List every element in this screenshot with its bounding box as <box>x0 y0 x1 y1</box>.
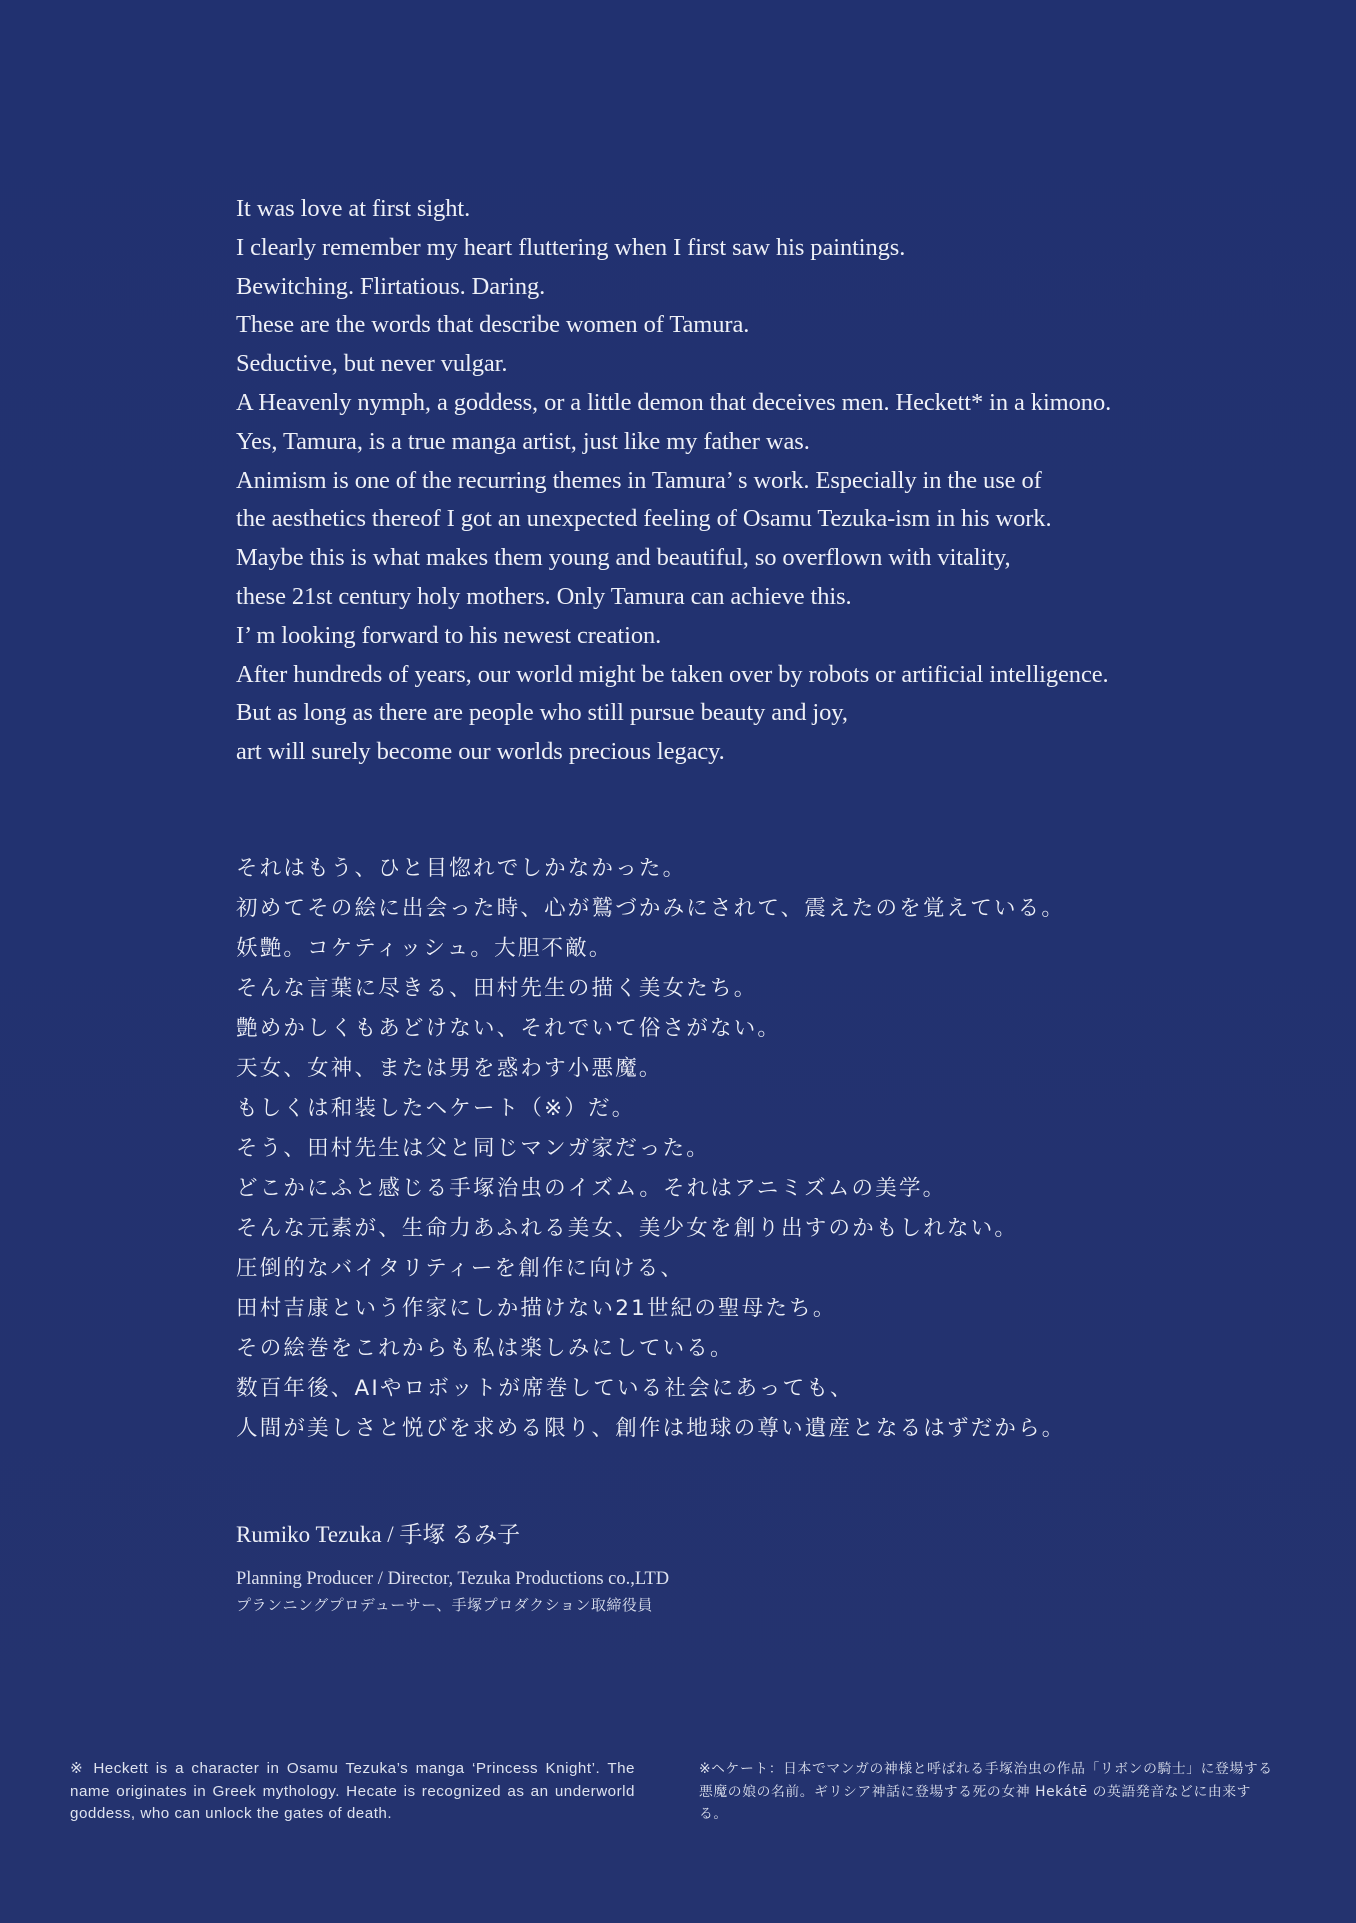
japanese-line: 人間が美しさと悦びを求める限り、創作は地球の尊い遺産となるはずだから。 <box>236 1416 1066 1441</box>
english-essay <box>236 190 1236 772</box>
footnote-english: ※ Heckett is a character in Osamu Tezuka’s manga ‘Princess Knight’. The name originates in Greek mythology. Hecate is recognized as an underworld goddess, who can unlock the gates of death. <box>70 1760 635 1822</box>
japanese-line: その絵巻をこれからも私は楽しみにしている。 <box>236 1336 734 1361</box>
japanese-line: そんな元素が、生命力あふれる美女、美少女を創り出すのかもしれない。 <box>236 1216 1019 1241</box>
english-line: Animism is one of the recurring themes in Tamura’ s work. Especially in the use of <box>236 466 1042 494</box>
english-line: these 21st century holy mothers. Only Tamura can achieve this. <box>236 582 852 610</box>
author-signature <box>236 1518 1136 1618</box>
author-role-english: Planning Producer / Director, Tezuka Productions co.,LTD <box>236 1569 670 1589</box>
japanese-line: 初めてその絵に出会った時、心が鷲づかみにされて、震えたのを覚えている。 <box>236 896 1066 921</box>
author-role-japanese: プランニングプロデューサー、手塚プロダクション取締役員 <box>236 1596 653 1614</box>
english-line: After hundreds of years, our world might be taken over by robots or artificial intelligence. <box>236 660 1109 688</box>
japanese-line: 艶めかしくもあどけない、それでいて俗さがない。 <box>236 1016 782 1041</box>
english-line: But as long as there are people who still pursue beauty and joy, <box>236 699 848 727</box>
japanese-line: どこかにふと感じる手塚治虫のイズム。それはアニミズムの美学。 <box>236 1176 947 1201</box>
english-line: Yes, Tamura, is a true manga artist, just like my father was. <box>236 427 810 455</box>
japanese-line: 天女、女神、または男を惑わす小悪魔。 <box>236 1056 663 1081</box>
english-line: Maybe this is what makes them young and beautiful, so overflown with vitality, <box>236 544 1011 572</box>
japanese-line: そう、田村先生は父と同じマンガ家だった。 <box>236 1136 711 1161</box>
japanese-line: もしくは和装したヘケート（※）だ。 <box>236 1096 636 1121</box>
japanese-line: そんな言葉に尽きる、田村先生の描く美女たち。 <box>236 976 758 1001</box>
japanese-line: 圧倒的なバイタリティーを創作に向ける、 <box>236 1256 685 1281</box>
japanese-line: 妖艶。コケティッシュ。大胆不敵。 <box>236 936 613 961</box>
japanese-essay <box>236 849 1236 1449</box>
english-line: These are the words that describe women of Tamura. <box>236 311 750 339</box>
english-line: the aesthetics thereof I got an unexpected feeling of Osamu Tezuka-ism in his work. <box>236 505 1052 533</box>
author-name: Rumiko Tezuka / 手塚 るみ子 <box>236 1522 521 1547</box>
english-line: A Heavenly nymph, a goddess, or a little demon that deceives men. Heckett* in a kimono. <box>236 388 1112 416</box>
english-line: Seductive, but never vulgar. <box>236 350 508 378</box>
japanese-line: それはもう、ひと目惚れでしかなかった。 <box>236 856 687 881</box>
english-line: art will surely become our worlds precious legacy. <box>236 738 725 766</box>
english-line: It was love at first sight. <box>236 195 471 222</box>
japanese-line: 田村吉康という作家にしか描けない21世紀の聖母たち。 <box>236 1296 837 1321</box>
english-line: I clearly remember my heart fluttering when I first saw his paintings. <box>236 233 906 261</box>
japanese-line: 数百年後、AIやロボットが席巻している社会にあっても、 <box>236 1376 854 1401</box>
footnote-japanese: ※ヘケート：日本でマンガの神様と呼ばれる手塚治虫の作品「リボンの騎士」に登場する悪魔の娘の名前。ギリシア神話に登場する死の女神 Hekátē の英語発音などに由来する。 <box>699 1761 1273 1822</box>
english-line: Bewitching. Flirtatious. Daring. <box>236 272 546 300</box>
english-line: I’ m looking forward to his newest creation. <box>236 621 662 649</box>
